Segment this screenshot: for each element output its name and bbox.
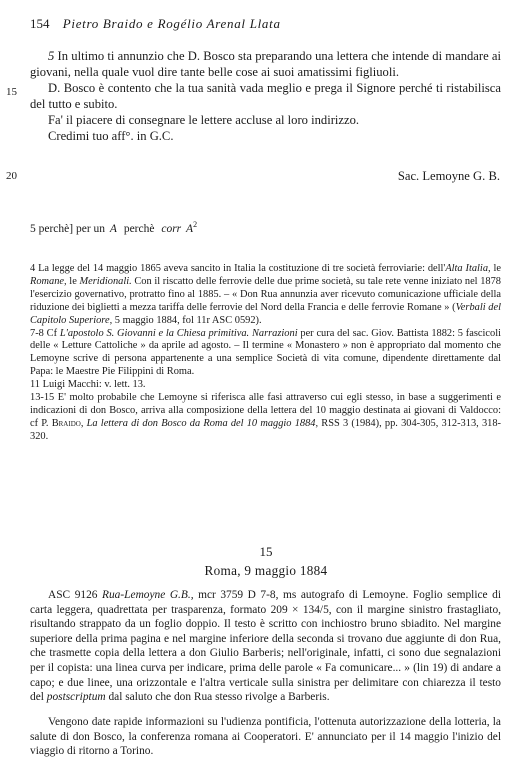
letter-paragraph-1: 5 In ultimo ti annunzio che D. Bosco sta preparando una lettera che intende di mandare ai giovani, nella quale vuol dire tante belle cose ai suoi amatissimi figliuoli. (30, 49, 501, 79)
letter-body (30, 48, 501, 144)
letter-paragraph-3: Fa' il piacere di consegnare le lettere accluse al loro indirizzo. (48, 113, 360, 127)
document-description: ASC 9126 Rua-Lemoyne G.B., mcr 3759 D 7-8, ms autografo di Lemoyne. Foglio semplice di carta leggera, quadrettata per trasparenza, formato 209 × 134/5, con il margine sinistro frastagliato, risultando strappato da un foglio doppio. Il testo è scritto con inchiostro bruno sbiadito. Nel margine superiore della prima pagina e nel margine inferiore della seconda si trovano due aggiunte di don Rua, che trasmette copia della lettera a don Giulio Barberis; nell'originale, infatti, ci sono due segnalazioni per il copista: una linea curva per indicare, prima delle parole « Fa comunicare... » (lin 19) di andare a capo; e due linee, una orizzontale e l'altra verticale sulla sinistra per delimitare con chiarezza il testo del postscriptum dal saluto che don Rua stesso rivolge a Barberis. (30, 589, 502, 704)
letter-closing: Credimi tuo aff°. in G.C. (48, 129, 174, 143)
historical-notes (30, 263, 501, 444)
note-4: 4 La legge del 14 maggio 1865 aveva sancito in Italia la costituzione di tre società ferroviarie: dell'Alta Italia, le Romane, le Meridionali. Con il riscatto delle ferrovie delle due prime società, su tale rete venne iniziato nel 1878 l'esercizio governativo, protratto fino al 1885. – « Don Rua annunzia aver ricevuto comunicazione ufficiale della riduzione dei biglietti a mezza tariffa delle ferrovie del Nord della Francia e delle ferrovie Romane » (Verbali del Capitolo Superiore, 5 maggio 1884, fol 11r ASC 0592). (30, 263, 501, 326)
note-11: 11 Luigi Macchi: v. lett. 13. (30, 379, 146, 391)
line-ref: 5 (48, 49, 55, 63)
line-number-15: 15 (6, 86, 17, 98)
document-place-date: Roma, 9 maggio 1884 (204, 563, 328, 578)
page-number: 154 (30, 16, 50, 31)
critical-apparatus: 5 perchè] per un A perchè corr $A^2$ (30, 220, 198, 235)
letter-signature: Sac. Lemoyne G. B. (397, 169, 500, 183)
running-header (30, 16, 510, 32)
letter-paragraph-2: D. Bosco è contento che la tua sanità vada meglio e prega il Signore perché ti ristabilisca del tutto e subito. (30, 81, 501, 111)
document-summary: Vengono date rapide informazioni su l'udienza pontificia, l'ottenuta autorizzazione della lotteria, la salute di don Bosco, la conferenza romana ai Cooperatori. E' annunciato per il 14 maggio l'inizio del viaggio di ritorno a Torino. (30, 716, 501, 758)
header-authors: Pietro Braido e Rogélio Arenal Llata (62, 16, 281, 31)
line-number-20: 20 (6, 170, 17, 182)
note-13-15: 13-15 E' molto probabile che Lemoyne si riferisca alle fasi attraverso cui egli stesso, in base a suggerimenti e indicazioni di don Bosco, arriva alla composizione della lettera del 10 maggio destinata ai giovani di Valdocco: cf P. Braido, La lettera di don Bosco da Roma del 10 maggio 1884, RSS 3 (1984), pp. 304-305, 312-313, 318-320. (30, 392, 501, 442)
document-number: 15 (259, 544, 273, 559)
note-7-8: 7-8 Cf L'apostolo S. Giovanni e la Chiesa primitiva. Narrazioni per cura del sac. Giov. Battista 1882: 5 fascicoli delle « Letture Cattoliche » da aprile ad agosto. – Il termine « Monastero » non è appropriato dal momento che Lemoyne scrive di persona appartenente a una semplice Società di vita comune, dipendente direttamente dal Papa: le Maestre Pie Filippini di Roma. (30, 327, 501, 378)
